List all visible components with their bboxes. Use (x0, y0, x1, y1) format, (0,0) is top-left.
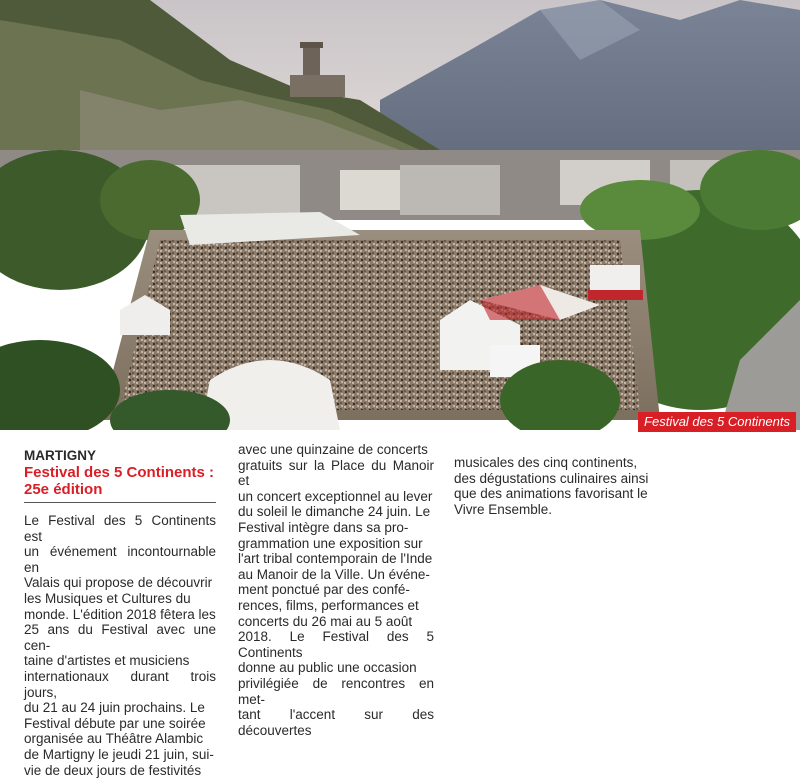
article-body-col-2: avec une quinzaine de concerts gratuits sur la Place du Manoir et un concert exceptionnel au lever du soleil le dimanche 24 juin. Le Festival intègre dans sa pro- grammation une exposition sur l'art tribal contemporain de l'Inde au Manoir de la Ville. Un événe- ment ponctué par des confé- rences, films, performances et concerts du 26 mai au 5 août 2018. Le Festival des 5 Continents donne au public une occasion privilégiée de rencontres en met- tant l'accent sur des découvertes (238, 442, 434, 738)
article-body-col-1: Le Festival des 5 Continents est un événement incontournable en Valais qui propose de découvrir les Musiques et Cultures du monde. L'édition 2018 fêtera les 25 ans du Festival avec une cen- taine d'artistes et musiciens internationaux durant trois jours, du 21 au 24 juin prochains. Le Festival débute par une soirée organisée au Théâtre Alambic de Martigny le jeudi 21 juin, sui- vie de deux jours de festivités (24, 513, 216, 778)
photo-caption: Festival des 5 Continents (638, 412, 796, 432)
article-title-line-2: 25e édition (24, 481, 103, 498)
title-divider (24, 502, 216, 503)
article-title-line-1: Festival des 5 Continents : (24, 464, 215, 481)
article-column-3 (454, 455, 652, 517)
article-kicker: MARTIGNY (24, 448, 96, 463)
article-column-2 (238, 442, 434, 738)
article-column-1 (24, 448, 216, 778)
article-body-col-3: musicales des cinq continents, des dégustations culinaires ainsi que des animations favorisant le Vivre Ensemble. (454, 455, 649, 517)
